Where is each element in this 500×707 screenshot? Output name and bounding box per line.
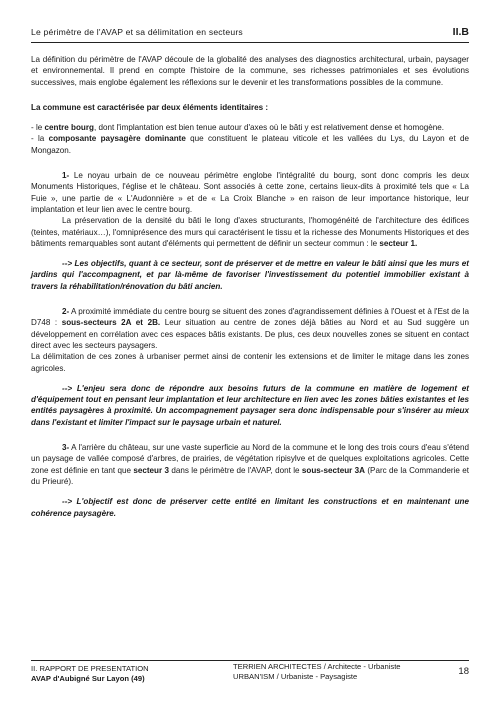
elements-heading: La commune est caractérisée par deux éléments identitaires : <box>31 102 269 112</box>
sector1-objective: --> Les objectifs, quant à ce secteur, sont de préserver et de mettre en valeur le bâti ainsi que les murs et jardins qui l'accompagnent, et par là-même de favoriser l'investissement du potentiel immobilier existant à travers la réhabilitation/rénovation du bâti ancien. <box>31 259 469 291</box>
sector-label: secteur 1. <box>379 238 418 248</box>
sector2-objective: --> L'enjeu sera donc de répondre aux besoins futurs de la commune en matière de logement et d'équipement tout en pensant leur implantation et leur architecture en lien avec les zones bâties existantes et les entités paysagères à proximité. Un accompagnement paysager sera donc indispensable pour s'insérer au mieux dans l'existant et limiter l'impact sur le paysage urbain et naturel. <box>31 383 469 427</box>
sector3-objective: --> L'objectif est donc de préserver cette entité en limitant les constructions et en maintenant une cohérence paysagère. <box>31 497 469 518</box>
document-body <box>31 54 469 519</box>
sector-number: 3- <box>62 443 70 453</box>
item-text: que constituent le plateau viticole et les vallées du Lys, du Layon et de Mongazon. <box>31 134 469 155</box>
item-strong: centre bourg <box>44 123 94 133</box>
sector-text: A l'arrière du château, sur une vaste superficie au Nord de la commune et le long des trois cours d'eau s'étend un paysage de vallée composé d'arbres, de prairies, de végétation ripisylve et de quelques exploitations agricoles. Cette zone est définie en tant que <box>31 443 469 475</box>
sector-number: 2- <box>62 307 70 317</box>
sector-text: Leur situation au centre de zones déjà bâties au Nord et au Sud suggère un développement en corrélation avec ces espaces bâtis existants. De plus, ces deux nouvelles zones se situent en contact direct avec les secteurs paysagers. <box>31 318 469 350</box>
page-number: 18 <box>458 666 469 677</box>
footer-authors <box>233 662 401 682</box>
intro-paragraph: La définition du périmètre de l'AVAP découle de la globalité des analyses des diagnostics architectural, urbain, paysager et environnemental. Il prend en compte l'histoire de la commune, ses richesses patrimoniales et ses évolutions successives, mais englobe également les réflexions sur le devenir et les transformations possibles de la commune. <box>31 55 469 87</box>
sector-label: sous-secteurs 2A et 2B. <box>61 318 161 328</box>
sector-label: secteur 3 <box>133 465 170 475</box>
section-code: II.B <box>452 26 469 38</box>
sector-text: La préservation de la densité du bâti le long d'axes structurants, l'homogénéité de l'architecture des édifices (teintes, matériaux…), l'omniprésence des murs qui caractérisent le tissu et la richesse des Monuments Historiques et des bâtiments remarquables sont autant d'éléments qui permettent de définir un secteur commun : le <box>31 216 469 248</box>
sector-number: 1- <box>62 171 70 181</box>
sector-text: Le noyau urbain de ce nouveau périmètre englobe l'intégralité du bourg, sont donc compris les deux Monuments Historiques, l'église et le château. Sont associés à cette zone, certains lieux-dits à proximité tels que « La Fuie », une partie de « L'Audonnière » et de « La Croix Blanche » en raison de leur importance historique, leur implantation et leur lien avec le centre bourg. <box>31 171 469 214</box>
sector-text: dans le périmètre de l'AVAP, dont le <box>169 465 302 475</box>
item-strong: composante paysagère dominante <box>48 134 186 144</box>
sector1-paragraph-2 <box>31 215 469 249</box>
project-label: AVAP d'Aubigné Sur Layon (49) <box>31 673 145 683</box>
page-header <box>31 27 469 41</box>
element-item-centre-bourg <box>31 122 469 133</box>
footer-report-info <box>31 664 149 683</box>
item-prefix: - la <box>31 134 49 144</box>
sector-text: (Parc de la Commanderie et du Prieuré). <box>31 465 470 486</box>
footer-divider <box>31 660 469 661</box>
header-divider <box>31 42 469 43</box>
sector3-paragraph <box>31 442 469 487</box>
sector2-paragraph-2: La délimitation de ces zones à urbaniser permet ainsi de contenir les extensions et de limiter le mitage dans les zones agricoles. <box>31 352 469 373</box>
sector-label: sous-secteur 3A <box>301 465 365 475</box>
author-urbanism: URBAN'ISM / Urbaniste - Paysagiste <box>233 672 358 681</box>
author-architects: TERRIEN ARCHITECTES / Architecte - Urbaniste <box>233 662 401 671</box>
item-text: , dont l'implantation est bien tenue autour d'axes où le bâti y est relativement dense et homogène. <box>93 123 444 133</box>
sector-text: A proximité immédiate du centre bourg se situent des zones d'agrandissement définies à l'Ouest et à l'Est de la D748 : <box>31 307 469 328</box>
item-prefix: - le <box>31 123 45 133</box>
element-item-paysage <box>31 133 469 156</box>
sector1-paragraph <box>31 170 469 215</box>
section-title: Le périmètre de l'AVAP et sa délimitation en secteurs <box>31 27 243 37</box>
sector2-paragraph <box>31 306 469 351</box>
report-label: II. RAPPORT DE PRESENTATION <box>31 664 149 673</box>
